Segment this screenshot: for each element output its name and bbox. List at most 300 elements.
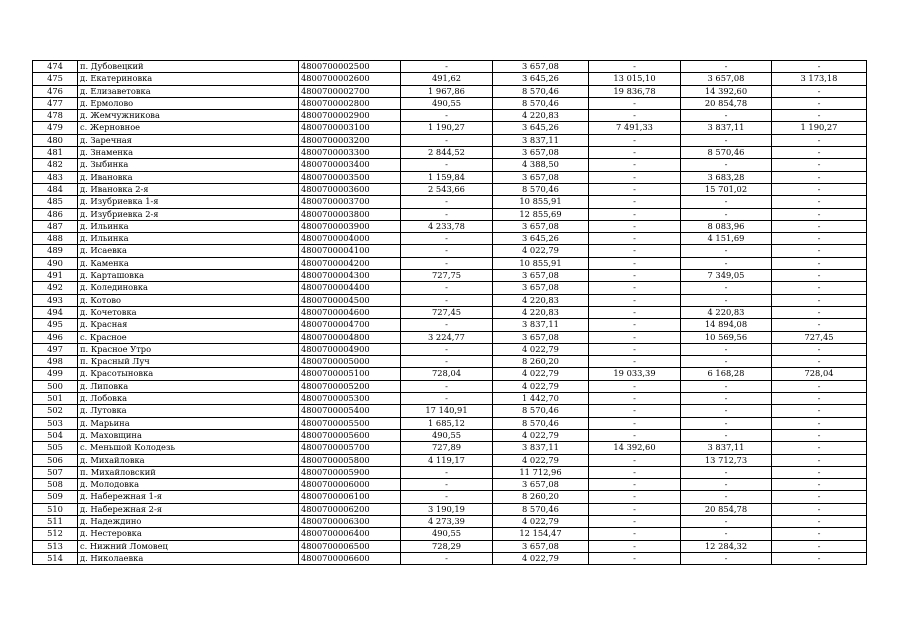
value-cell-3: - — [589, 134, 681, 146]
value-cell-5: - — [772, 442, 867, 454]
settlement-name-cell: д. Изубриевка 1-я — [78, 196, 299, 208]
value-cell-4: - — [681, 479, 772, 491]
value-cell-5: - — [772, 147, 867, 159]
row-number-cell: 510 — [33, 503, 78, 515]
value-cell-4: - — [681, 61, 772, 73]
row-number-cell: 492 — [33, 282, 78, 294]
settlement-name-cell: д. Красотыновка — [78, 368, 299, 380]
value-cell-2: 4 022,79 — [493, 245, 589, 257]
code-cell: 4800700006500 — [299, 540, 401, 552]
value-cell-5: - — [772, 540, 867, 552]
value-cell-3: - — [589, 220, 681, 232]
value-cell-2: 3 645,26 — [493, 122, 589, 134]
code-cell: 4800700002600 — [299, 73, 401, 85]
value-cell-5: - — [772, 85, 867, 97]
code-cell: 4800700003800 — [299, 208, 401, 220]
value-cell-2: 4 220,83 — [493, 306, 589, 318]
value-cell-5: 3 173,18 — [772, 73, 867, 85]
row-number-cell: 480 — [33, 134, 78, 146]
table-row — [33, 528, 867, 540]
value-cell-5: - — [772, 171, 867, 183]
settlement-name-cell: д. Лобовка — [78, 393, 299, 405]
code-cell: 4800700006000 — [299, 479, 401, 491]
value-cell-4: 13 712,73 — [681, 454, 772, 466]
value-cell-2: 4 022,79 — [493, 515, 589, 527]
code-cell: 4800700003600 — [299, 183, 401, 195]
value-cell-5: - — [772, 183, 867, 195]
value-cell-3: - — [589, 61, 681, 73]
table-body — [33, 61, 867, 565]
value-cell-3: - — [589, 540, 681, 552]
value-cell-3: - — [589, 479, 681, 491]
value-cell-3: - — [589, 306, 681, 318]
value-cell-5: - — [772, 196, 867, 208]
value-cell-2: 3 657,08 — [493, 479, 589, 491]
code-cell: 4800700006600 — [299, 552, 401, 564]
value-cell-2: 3 657,08 — [493, 540, 589, 552]
code-cell: 4800700005500 — [299, 417, 401, 429]
value-cell-1: - — [401, 294, 493, 306]
code-cell: 4800700004600 — [299, 306, 401, 318]
table-row — [33, 196, 867, 208]
settlement-name-cell: д. Ильинка — [78, 220, 299, 232]
value-cell-1: - — [401, 208, 493, 220]
value-cell-1: 2 543,66 — [401, 183, 493, 195]
row-number-cell: 507 — [33, 466, 78, 478]
code-cell: 4800700005800 — [299, 454, 401, 466]
value-cell-2: 3 837,11 — [493, 134, 589, 146]
value-cell-5: - — [772, 466, 867, 478]
table-row — [33, 368, 867, 380]
value-cell-4: 12 284,32 — [681, 540, 772, 552]
settlement-name-cell: п. Дубовецкий — [78, 61, 299, 73]
value-cell-3: - — [589, 245, 681, 257]
table-row — [33, 503, 867, 515]
value-cell-1: 727,75 — [401, 270, 493, 282]
row-number-cell: 505 — [33, 442, 78, 454]
settlement-name-cell: д. Молодовка — [78, 479, 299, 491]
settlement-name-cell: с. Красное — [78, 331, 299, 343]
value-cell-4: - — [681, 491, 772, 503]
value-cell-3: 14 392,60 — [589, 442, 681, 454]
settlement-name-cell: д. Марьина — [78, 417, 299, 429]
value-cell-5: - — [772, 61, 867, 73]
row-number-cell: 486 — [33, 208, 78, 220]
settlement-name-cell: д. Надеждино — [78, 515, 299, 527]
row-number-cell: 490 — [33, 257, 78, 269]
value-cell-1: - — [401, 356, 493, 368]
value-cell-4: 3 657,08 — [681, 73, 772, 85]
value-cell-4: 3 683,28 — [681, 171, 772, 183]
value-cell-4: 20 854,78 — [681, 503, 772, 515]
code-cell: 4800700004300 — [299, 270, 401, 282]
value-cell-2: 3 645,26 — [493, 233, 589, 245]
row-number-cell: 509 — [33, 491, 78, 503]
code-cell: 4800700006400 — [299, 528, 401, 540]
value-cell-5: - — [772, 552, 867, 564]
value-cell-2: 8 570,46 — [493, 183, 589, 195]
value-cell-5: - — [772, 429, 867, 441]
value-cell-3: - — [589, 294, 681, 306]
value-cell-2: 4 022,79 — [493, 380, 589, 392]
table-row — [33, 208, 867, 220]
code-cell: 4800700006200 — [299, 503, 401, 515]
table-row — [33, 85, 867, 97]
code-cell: 4800700003400 — [299, 159, 401, 171]
table-row — [33, 171, 867, 183]
settlement-name-cell: д. Изубриевка 2-я — [78, 208, 299, 220]
row-number-cell: 496 — [33, 331, 78, 343]
value-cell-2: 3 657,08 — [493, 147, 589, 159]
value-cell-1: - — [401, 380, 493, 392]
row-number-cell: 474 — [33, 61, 78, 73]
row-number-cell: 491 — [33, 270, 78, 282]
value-cell-1: - — [401, 233, 493, 245]
value-cell-1: 4 273,39 — [401, 515, 493, 527]
value-cell-5: - — [772, 491, 867, 503]
table-row — [33, 552, 867, 564]
value-cell-3: - — [589, 466, 681, 478]
value-cell-3: - — [589, 393, 681, 405]
code-cell: 4800700003700 — [299, 196, 401, 208]
value-cell-1: - — [401, 479, 493, 491]
value-cell-2: 4 388,50 — [493, 159, 589, 171]
settlement-name-cell: д. Знаменка — [78, 147, 299, 159]
code-cell: 4800700004900 — [299, 343, 401, 355]
value-cell-1: - — [401, 343, 493, 355]
value-cell-5: - — [772, 233, 867, 245]
value-cell-2: 3 837,11 — [493, 442, 589, 454]
value-cell-4: - — [681, 257, 772, 269]
settlement-name-cell: д. Каменка — [78, 257, 299, 269]
value-cell-3: - — [589, 380, 681, 392]
value-cell-5: - — [772, 134, 867, 146]
value-cell-4: - — [681, 393, 772, 405]
row-number-cell: 508 — [33, 479, 78, 491]
settlement-name-cell: д. Колединовка — [78, 282, 299, 294]
value-cell-5: - — [772, 380, 867, 392]
value-cell-4: - — [681, 294, 772, 306]
value-cell-1: - — [401, 196, 493, 208]
settlement-name-cell: д. Набережная 2-я — [78, 503, 299, 515]
table-row — [33, 220, 867, 232]
value-cell-5: - — [772, 319, 867, 331]
value-cell-2: 8 260,20 — [493, 491, 589, 503]
value-cell-4: - — [681, 380, 772, 392]
table-row — [33, 454, 867, 466]
value-cell-4: 7 349,05 — [681, 270, 772, 282]
value-cell-1: 17 140,91 — [401, 405, 493, 417]
value-cell-3: - — [589, 233, 681, 245]
value-cell-4: 8 083,96 — [681, 220, 772, 232]
row-number-cell: 498 — [33, 356, 78, 368]
value-cell-3: - — [589, 552, 681, 564]
value-cell-3: - — [589, 356, 681, 368]
row-number-cell: 476 — [33, 85, 78, 97]
value-cell-5: - — [772, 356, 867, 368]
code-cell: 4800700004500 — [299, 294, 401, 306]
code-cell: 4800700005700 — [299, 442, 401, 454]
row-number-cell: 485 — [33, 196, 78, 208]
value-cell-5: - — [772, 257, 867, 269]
value-cell-3: - — [589, 257, 681, 269]
row-number-cell: 481 — [33, 147, 78, 159]
value-cell-1: 1 967,86 — [401, 85, 493, 97]
table-row — [33, 356, 867, 368]
value-cell-3: - — [589, 454, 681, 466]
value-cell-3: - — [589, 97, 681, 109]
value-cell-2: 3 657,08 — [493, 282, 589, 294]
value-cell-5: - — [772, 97, 867, 109]
value-cell-5: - — [772, 503, 867, 515]
value-cell-3: - — [589, 319, 681, 331]
settlement-name-cell: д. Ермолово — [78, 97, 299, 109]
value-cell-3: - — [589, 110, 681, 122]
value-cell-1: 490,55 — [401, 429, 493, 441]
code-cell: 4800700004700 — [299, 319, 401, 331]
value-cell-5: - — [772, 393, 867, 405]
row-number-cell: 488 — [33, 233, 78, 245]
row-number-cell: 500 — [33, 380, 78, 392]
code-cell: 4800700005100 — [299, 368, 401, 380]
settlement-name-cell: д. Ильинка — [78, 233, 299, 245]
value-cell-2: 4 220,83 — [493, 294, 589, 306]
value-cell-5: - — [772, 208, 867, 220]
value-cell-4: - — [681, 110, 772, 122]
value-cell-4: - — [681, 552, 772, 564]
table-row — [33, 479, 867, 491]
value-cell-3: - — [589, 331, 681, 343]
row-number-cell: 513 — [33, 540, 78, 552]
value-cell-1: 3 224,77 — [401, 331, 493, 343]
table-row — [33, 466, 867, 478]
table-row — [33, 134, 867, 146]
code-cell: 4800700002800 — [299, 97, 401, 109]
settlement-name-cell: п. Михайловский — [78, 466, 299, 478]
value-cell-2: 10 855,91 — [493, 196, 589, 208]
value-cell-4: - — [681, 466, 772, 478]
value-cell-1: - — [401, 61, 493, 73]
value-cell-1: - — [401, 282, 493, 294]
code-cell: 4800700002900 — [299, 110, 401, 122]
value-cell-1: - — [401, 257, 493, 269]
code-cell: 4800700004400 — [299, 282, 401, 294]
value-cell-2: 4 022,79 — [493, 454, 589, 466]
value-cell-5: 1 190,27 — [772, 122, 867, 134]
value-cell-1: - — [401, 491, 493, 503]
value-cell-2: 4 022,79 — [493, 343, 589, 355]
table-row — [33, 270, 867, 282]
value-cell-4: 4 151,69 — [681, 233, 772, 245]
value-cell-5: - — [772, 479, 867, 491]
code-cell: 4800700003200 — [299, 134, 401, 146]
table-row — [33, 183, 867, 195]
value-cell-5: - — [772, 343, 867, 355]
value-cell-5: 728,04 — [772, 368, 867, 380]
settlement-name-cell: д. Елизаветовка — [78, 85, 299, 97]
value-cell-1: - — [401, 552, 493, 564]
value-cell-3: - — [589, 417, 681, 429]
settlement-name-cell: д. Кочетовка — [78, 306, 299, 318]
value-cell-4: 14 392,60 — [681, 85, 772, 97]
value-cell-1: 1 190,27 — [401, 122, 493, 134]
row-number-cell: 484 — [33, 183, 78, 195]
code-cell: 4800700003900 — [299, 220, 401, 232]
settlement-name-cell: д. Ивановка 2-я — [78, 183, 299, 195]
value-cell-4: 3 837,11 — [681, 122, 772, 134]
table-row — [33, 491, 867, 503]
value-cell-3: 13 015,10 — [589, 73, 681, 85]
value-cell-5: - — [772, 417, 867, 429]
value-cell-3: - — [589, 196, 681, 208]
row-number-cell: 511 — [33, 515, 78, 527]
value-cell-4: - — [681, 159, 772, 171]
settlement-name-cell: д. Лутовка — [78, 405, 299, 417]
value-cell-2: 3 645,26 — [493, 73, 589, 85]
row-number-cell: 501 — [33, 393, 78, 405]
code-cell: 4800700005000 — [299, 356, 401, 368]
value-cell-4: 20 854,78 — [681, 97, 772, 109]
value-cell-2: 8 570,46 — [493, 417, 589, 429]
value-cell-2: 3 657,08 — [493, 270, 589, 282]
table-row — [33, 110, 867, 122]
value-cell-3: - — [589, 491, 681, 503]
value-cell-5: - — [772, 515, 867, 527]
value-cell-5: - — [772, 528, 867, 540]
value-cell-4: 14 894,08 — [681, 319, 772, 331]
value-cell-1: - — [401, 134, 493, 146]
value-cell-1: 1 159,84 — [401, 171, 493, 183]
value-cell-3: - — [589, 270, 681, 282]
value-cell-3: - — [589, 183, 681, 195]
value-cell-2: 3 657,08 — [493, 61, 589, 73]
value-cell-4: 3 837,11 — [681, 442, 772, 454]
value-cell-3: - — [589, 343, 681, 355]
row-number-cell: 503 — [33, 417, 78, 429]
code-cell: 4800700003100 — [299, 122, 401, 134]
value-cell-3: - — [589, 528, 681, 540]
settlement-name-cell: д. Карташовка — [78, 270, 299, 282]
settlement-name-cell: д. Исаевка — [78, 245, 299, 257]
table-row — [33, 306, 867, 318]
value-cell-2: 4 022,79 — [493, 429, 589, 441]
value-cell-3: - — [589, 282, 681, 294]
value-cell-1: - — [401, 110, 493, 122]
settlement-name-cell: п. Красный Луч — [78, 356, 299, 368]
row-number-cell: 477 — [33, 97, 78, 109]
row-number-cell: 512 — [33, 528, 78, 540]
value-cell-2: 12 855,69 — [493, 208, 589, 220]
settlement-name-cell: д. Красная — [78, 319, 299, 331]
table-row — [33, 73, 867, 85]
table-row — [33, 331, 867, 343]
settlement-name-cell: п. Красное Утро — [78, 343, 299, 355]
value-cell-4: 4 220,83 — [681, 306, 772, 318]
row-number-cell: 478 — [33, 110, 78, 122]
table-row — [33, 97, 867, 109]
table-row — [33, 159, 867, 171]
value-cell-4: 15 701,02 — [681, 183, 772, 195]
row-number-cell: 483 — [33, 171, 78, 183]
table-row — [33, 61, 867, 73]
value-cell-1: 491,62 — [401, 73, 493, 85]
value-cell-2: 8 570,46 — [493, 503, 589, 515]
settlement-name-cell: д. Маховщина — [78, 429, 299, 441]
value-cell-5: - — [772, 220, 867, 232]
value-cell-1: 728,29 — [401, 540, 493, 552]
value-cell-3: - — [589, 208, 681, 220]
value-cell-4: - — [681, 417, 772, 429]
value-cell-2: 3 657,08 — [493, 171, 589, 183]
value-cell-3: - — [589, 515, 681, 527]
value-cell-1: 490,55 — [401, 97, 493, 109]
value-cell-1: 4 119,17 — [401, 454, 493, 466]
code-cell: 4800700002700 — [299, 85, 401, 97]
table-row — [33, 294, 867, 306]
value-cell-5: - — [772, 159, 867, 171]
value-cell-3: - — [589, 171, 681, 183]
value-cell-2: 3 837,11 — [493, 319, 589, 331]
value-cell-2: 8 260,20 — [493, 356, 589, 368]
value-cell-2: 3 657,08 — [493, 220, 589, 232]
row-number-cell: 502 — [33, 405, 78, 417]
settlement-name-cell: д. Николаевка — [78, 552, 299, 564]
table-row — [33, 393, 867, 405]
value-cell-4: - — [681, 343, 772, 355]
value-cell-4: - — [681, 405, 772, 417]
settlement-name-cell: с. Меньшой Колодезь — [78, 442, 299, 454]
value-cell-3: 19 836,78 — [589, 85, 681, 97]
value-cell-4: - — [681, 196, 772, 208]
value-cell-4: - — [681, 528, 772, 540]
table-row — [33, 257, 867, 269]
table-row — [33, 147, 867, 159]
value-cell-4: - — [681, 245, 772, 257]
value-cell-5: 727,45 — [772, 331, 867, 343]
settlement-name-cell: д. Зыбинка — [78, 159, 299, 171]
settlement-name-cell: д. Ивановка — [78, 171, 299, 183]
value-cell-2: 11 712,96 — [493, 466, 589, 478]
value-cell-5: - — [772, 294, 867, 306]
value-cell-1: - — [401, 466, 493, 478]
value-cell-4: - — [681, 282, 772, 294]
value-cell-5: - — [772, 306, 867, 318]
code-cell: 4800700005400 — [299, 405, 401, 417]
value-cell-1: 727,89 — [401, 442, 493, 454]
table-row — [33, 245, 867, 257]
code-cell: 4800700004800 — [299, 331, 401, 343]
value-cell-1: 727,45 — [401, 306, 493, 318]
settlement-name-cell: д. Котово — [78, 294, 299, 306]
value-cell-3: 7 491,33 — [589, 122, 681, 134]
value-cell-2: 3 657,08 — [493, 331, 589, 343]
value-cell-1: - — [401, 319, 493, 331]
settlement-name-cell: с. Нижний Ломовец — [78, 540, 299, 552]
value-cell-3: - — [589, 159, 681, 171]
table-row — [33, 122, 867, 134]
value-cell-1: 2 844,52 — [401, 147, 493, 159]
table-row — [33, 319, 867, 331]
table-row — [33, 442, 867, 454]
value-cell-3: - — [589, 503, 681, 515]
value-cell-3: - — [589, 429, 681, 441]
settlement-name-cell: д. Заречная — [78, 134, 299, 146]
value-cell-2: 4 022,79 — [493, 552, 589, 564]
row-number-cell: 514 — [33, 552, 78, 564]
value-cell-4: - — [681, 208, 772, 220]
value-cell-2: 4 022,79 — [493, 368, 589, 380]
value-cell-5: - — [772, 245, 867, 257]
